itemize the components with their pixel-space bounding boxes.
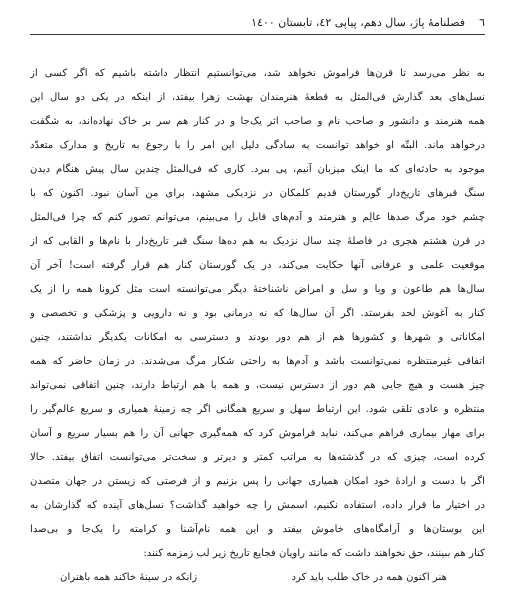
text-line: کرده است، چیزی که در گذشته‌ها به مراتب کمتر و دیرتر و سخت‌تر می‌توانست اتفاق بیفتد. حالا (30, 452, 485, 463)
text-line: در قرن هشتم هجری در فاصلهٔ چند سال نزدیک به هم ده‌ها سنگ قبر تاریخ‌دار با نام‌ها و القابی که از (30, 236, 485, 247)
text-line: این بوستان‌ها و آرامگاه‌های خاموش بیفتد و این همه نام‌آشنا و کرامته را یک‌جا و بی‌صدا (30, 524, 485, 535)
text-line: چشم خود مرگ صدها عالِم و هنرمند و آدم‌های قابل را می‌بینم، می‌توانم تصور کنم که چرا فی‌المثل (30, 212, 485, 223)
text-line: نسل‌های بعد گذارش فی‌المثل به قطعهٔ هنرمندان بهشت زهرا بیفتد، از اینکه در یکی دو سال این (30, 92, 485, 103)
poem-verse (60, 572, 447, 594)
verse-hemistich-1: هنر اکنون همه در خاک طلب باید کرد (291, 572, 447, 583)
body-paragraph (30, 62, 485, 566)
text-line: همه هنرمند و دانشور و صاحب نام و صاحب اثر یک‌جا و در کنار هم سر بر خاک نهاده‌اند، به شگفت (30, 116, 485, 127)
text-line: درخواهد ماند. البتّه او خواهد توانست به سادگی دلیل این امر را با رجوع به تاریخ و مدارک متعدّد (30, 140, 485, 151)
text-line: امکاناتی و شهرها و کشورها هم از هم دور بودند و دسترسی به امکانات یکدیگر نداشتند، چنین (30, 332, 485, 343)
text-line: به نظر می‌رسد تا قرن‌ها فراموش نخواهد شد، می‌توانستیم انتظار داشته باشیم که اگر کسی از (30, 68, 485, 79)
text-line: سنگ قبرهای تاریخ‌دار گورستان قدیم کلمکان در نزدیکی مشهد، برای من آسان نبود. اکنون که با (30, 188, 485, 199)
text-line: منتظره و عادی تلقی شود. این ارتباط سهل و سریع همگانی اگر چه زمینهٔ همیاری و سریع عالم‌گیر را (30, 404, 485, 415)
text-line: کنار به آغوش لحد بفرستد. اگر آن سال‌ها که نه درمانی بود و نه دارویی و پزشکی و تخصصی و (30, 308, 485, 319)
text-line: موقعیت علمی و عرفانی آنها حکایت می‌کند، در یک گورستان کنار هم قرار گرفته است! آخر آن (30, 260, 485, 271)
text-line: اگر با دست و ارادهٔ خود امکان همیاری جهانی را پس بزنیم و از فرصتی که زیستن در جهان متصدن (30, 476, 485, 487)
verse-hemistich-2: زانکه در سینهٔ خاکند همه باهنران (60, 572, 198, 583)
page-number: ٦ (479, 16, 485, 29)
header-rule (30, 34, 485, 35)
text-line: برای مهار بیماری فراهم می‌کند، نباید فراموش کرد که همه‌گیری جهانی آن را هم بسیار سریع و آسان (30, 428, 485, 439)
text-line: اتفاقی غیرمنتظره نمی‌توانست باشد و آدم‌ها به راحتی شکار مرگ می‌شدند. در زمان حاضر که همه (30, 356, 485, 367)
text-line: موجود به حادثه‌ای که ما اینک میزبان آنیم، پی ببرد. کاری که فی‌المثل چندین سال پیش هنگام دیدن (30, 164, 485, 175)
text-line: در اختیار ما قرار داده، استفاده نکنیم، اسمش را چه خواهید گذاشت؟ نسل‌های آینده که گذارشان به (30, 500, 485, 511)
text-line: چیز هست و هیچ جایی هم دور از دسترس نیست، و همه با هم ارتباط دارند، چنین اتفاقی نمی‌تواند (30, 380, 485, 391)
running-head: فصلنامهٔ پاژ، سال دهم، پیاپی ٤٢، تابستان ١٤٠٠ (251, 16, 465, 29)
text-line: سال‌ها هم طاعون و وبا و سل و امراض ناشناختهٔ دیگر می‌توانسته است مثل کرونا همه را از یک (30, 284, 485, 295)
page-header (30, 12, 485, 34)
text-line: کنار هم ببینند، حق نخواهند داشت که مانند راویان فجایع تاریخ زیر لب زمزمه کنند: (143, 548, 485, 559)
